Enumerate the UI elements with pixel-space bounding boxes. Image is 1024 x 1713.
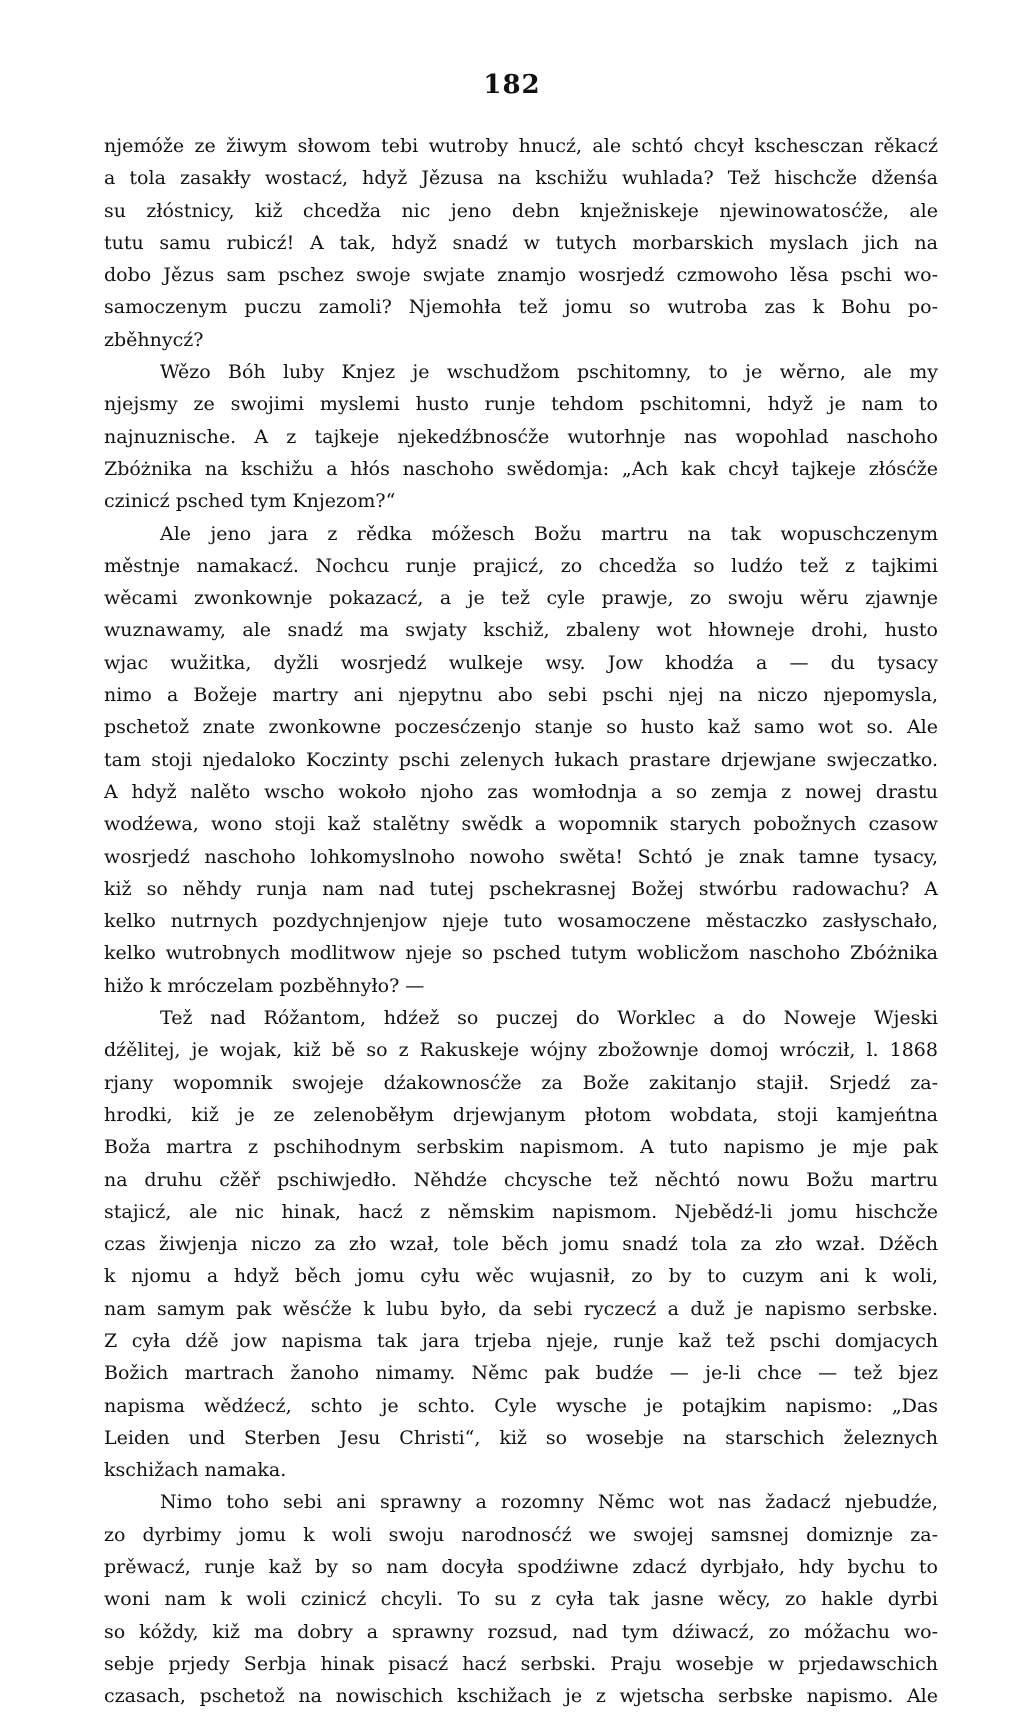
text-line: so kóždy, kiž ma dobry a sprawny rozsud, nad tym dźiwacź, zo móžachu wo-: [104, 1620, 938, 1643]
text-line: zo dyrbimy jomu k woli swoju narodnosćź we swojej samsnej domiznje za-: [104, 1523, 938, 1546]
text-line: dźělitej, je wojak, kiž bě so z Rakuskeje wójny zbožownje domoj wrócził, l. 1868: [104, 1039, 938, 1062]
text-line: na druhu cžěř pschiwjedło. Něhdźe chcysche tež něchtó nowu Božu martru: [104, 1168, 938, 1191]
text-line: hrodki, kiž je ze zelenoběłym drjewjanym płotom wobdata, stoji kamjeńtna: [104, 1103, 938, 1126]
text-line: najnuznische. A z tajkeje njekedźbnosćže wutorhnje nas wopohlad naschoho: [104, 425, 938, 448]
text-line: njemóže ze žiwym słowom tebi wutroby hnucź, ale schtó chcył kschesczan rěkacź: [104, 135, 938, 157]
text-line: nimo a Božeje martry ani njepytnu abo sebi pschi njej na niczo njepomysla,: [104, 684, 938, 707]
text-line: tutu samu rubicź! A tak, hdyž snadź w tutych morbarskich myslach jich na: [104, 231, 938, 254]
text-line: stajicź, ale nic hinak, hacź z němskim napismom. Njebědź-li jomu hischcže: [104, 1200, 938, 1223]
text-line: k njomu a hdyž běch jomu cyłu wěc wujasnił, zo by to cuzym ani k woli,: [104, 1265, 938, 1288]
text-line: wuznawamy, ale snadź ma swjaty kschiž, zbaleny wot hłowneje drohi, husto: [104, 619, 938, 642]
text-line: Tež nad Róžantom, hdźež so puczej do Worklec a do Noweje Wjeski: [160, 1007, 938, 1030]
text-line: Nimo toho sebi ani sprawny a rozomny Němc wot nas žadacź njebudźe,: [160, 1491, 938, 1514]
text-line: hižo k mróczelam pozběhnyło? —: [104, 974, 425, 997]
text-line: Leiden und Sterben Jesu Christi“, kiž so wosebje na starschich železnych: [104, 1426, 938, 1449]
text-line: Zbóżnika na kschižu a hłós naschoho swědomja: „Ach kak chcył tajkeje złósćže: [104, 457, 938, 480]
page-number: 182: [483, 70, 541, 100]
text-line: pschetož znate zwonkowne poczesćzenjo stanje so husto kaž samo wot so. Ale: [104, 716, 938, 739]
text-line: rjany wopomnik swojeje dźakownosćže za Bože zakitanjo stajił. Srjedź za-: [104, 1071, 938, 1094]
text-line: Božich martrach žanoho nimamy. Němc pak budźe — je-li chce — tež bjez: [104, 1362, 938, 1385]
text-line: městnje namakacź. Nochcu runje prajicź, zo chcedža so ludźo tež z tajkimi: [104, 554, 938, 577]
text-line: kiž so něhdy runja nam nad tutej pschekrasnej Božej stwórbu radowachu? A: [104, 877, 938, 900]
text-line: czinicź psched tym Knjezom?“: [104, 490, 396, 513]
text-line: wosrjedź naschoho lohkomyslnoho nowoho swěta! Schtó je znak tamne tysacy,: [104, 845, 938, 868]
text-line: sebje prjedy Serbja hinak pisacź hacź serbski. Praju wosebje w prjedawschich: [104, 1652, 938, 1675]
text-line: a tola zasakły wostacź, hdyž Jězusa na kschižu wuhlada? Tež hischcže dženśa: [104, 167, 938, 190]
text-line: su złóstnicy, kiž chcedža nic jeno debn knježniskeje njewinowatosćže, ale: [104, 199, 938, 222]
text-line: Z cyła dźě jow napisma tak jara trjeba njeje, runje kaž tež pschi domjacych: [104, 1329, 938, 1352]
body-text: [104, 130, 938, 1713]
text-line: napisma wědźecź, schto je schto. Cyle wysche je potajkim napismo: „Das: [104, 1394, 938, 1417]
text-line: zběhnycź?: [104, 328, 204, 351]
text-line: wodźewa, wono stoji kaž stalětny swědk a wopomnik starych pobožnych czasow: [104, 813, 938, 836]
text-line: wjac wužitka, dyžli wosrjedź wulkeje wsy. Jow khodźa a — du tysacy: [104, 651, 938, 674]
text-line: kelko nutrnych pozdychnjenjow njeje tuto wosamoczene městaczko zasłyschało,: [104, 910, 938, 933]
text-line: dobo Jězus sam pschez swoje swjate znamjo wosrjedź czmowoho lěsa pschi wo-: [104, 264, 938, 287]
text-line: njejsmy ze swojimi myslemi husto runje tehdom pschitomni, hdyž je nam to: [104, 393, 938, 416]
text-line: Wězo Bóh luby Knjez je wschudžom pschitomny, to je wěrno, ale my: [160, 361, 938, 384]
text-line: tam stoji njedaloko Koczinty pschi zelenych łukach prastare drjewjane swjeczatko.: [104, 748, 938, 771]
text-line: nam samym pak wěsćže k lubu było, da sebi ryczecź a duž je napismo serbske.: [104, 1297, 938, 1320]
text-line: kelko wutrobnych modlitwow njeje so psched tutym woblicžom naschoho Zbóżnika: [104, 942, 938, 965]
text-line: kschižach namaka.: [104, 1459, 287, 1482]
text-line: samoczenym puczu zamoli? Njemohła tež jomu so wutroba zas k Bohu po-: [104, 296, 938, 319]
text-line: wěcami zwonkownje pokazacź, a je tež cyle prawje, zo swoju wěru zjawnje: [104, 587, 938, 610]
text-line: Ale jeno jara z rědka móžesch Božu martru na tak wopuschczenym: [160, 522, 938, 545]
text-line: woni nam k woli czinicź chcyli. To su z cyła tak jasne wěcy, zo hakle dyrbi: [104, 1588, 938, 1611]
text-line: A hdyž nalěto wscho wokoło njoho zas womłodnja a so zemja z nowej drastu: [104, 780, 938, 803]
text-line: czas žiwjenja niczo za zło wzał, tole běch jomu snadź tola za zło wzał. Dźěch: [104, 1233, 938, 1256]
text-line: czasach, pschetož na nowischich kschižach je z wjetscha serbske napismo. Ale: [104, 1685, 938, 1708]
text-line: prěwacź, runje kaž by so nam docyła spodźiwne zdacź dyrbjało, hdy bychu to: [104, 1556, 938, 1579]
text-line: Boža martra z pschihodnym serbskim napismom. A tuto napismo je mje pak: [104, 1136, 938, 1159]
